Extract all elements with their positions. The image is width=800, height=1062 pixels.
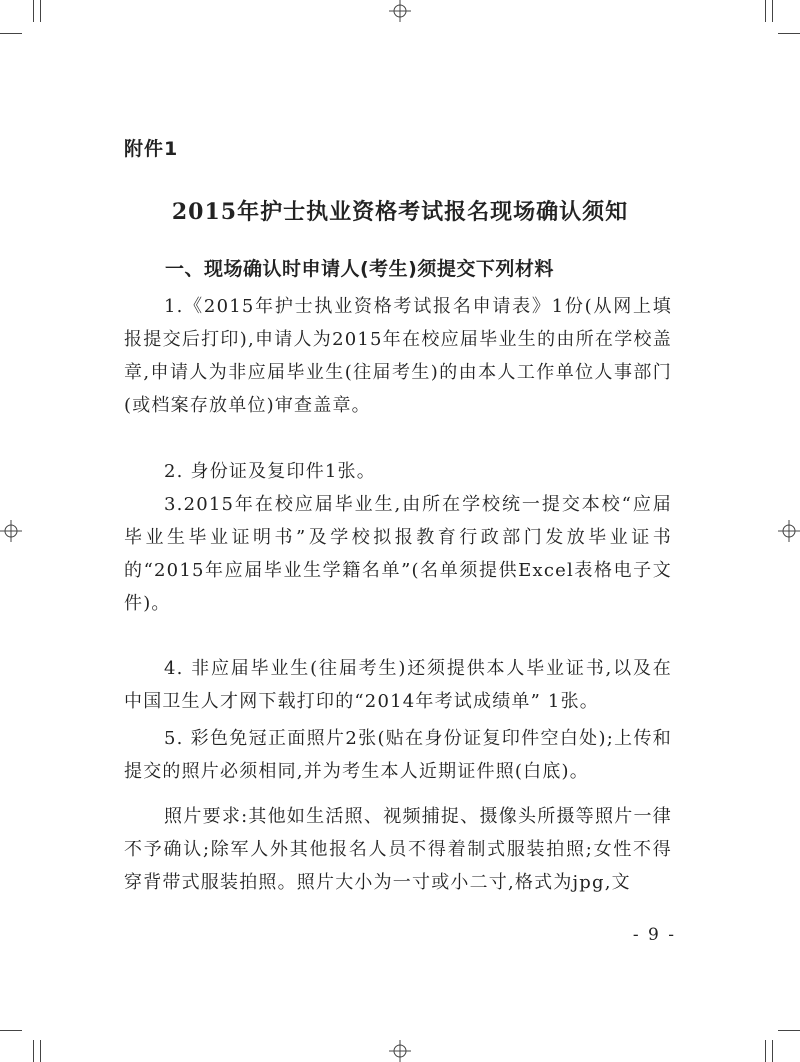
crop-mark-top-right-v2 — [772, 0, 773, 22]
registration-mark-bottom-icon — [389, 1040, 411, 1062]
crop-mark-bottom-right-v2 — [772, 1040, 773, 1062]
page-number: - 9 - — [632, 925, 676, 945]
photo-requirements-paragraph: 照片要求:其他如生活照、视频捕捉、摄像头所摄等照片一律不予确认;除军人外其他报名人员不得着制式服装拍照;女性不得穿背带式服装拍照。照片大小为一寸或小二寸,格式为jpg,文 — [124, 806, 672, 893]
document-title: 2015年护士执业资格考试报名现场确认须知 — [171, 199, 629, 225]
crop-mark-top-left-v — [33, 0, 34, 22]
item-5-paragraph: 5. 彩色免冠正面照片2张(贴在身份证复印件空白处);上传和提交的照片必须相同,并为考生本人近期证件照(白底)。 — [124, 728, 672, 782]
attachment-label: 附件1 — [124, 138, 179, 160]
crop-mark-bottom-left-h — [0, 1030, 22, 1031]
item-3-paragraph: 3.2015年在校应届毕业生,由所在学校统一提交本校“应届毕业生毕业证明书”及学校拟报教育行政部门发放毕业证书的“2015年应届毕业生学籍名单”(名单须提供Excel表格电子文件)。 — [124, 494, 672, 614]
item-2-paragraph: 2. 身份证及复印件1张。 — [164, 461, 376, 482]
crop-mark-top-left-v2 — [40, 0, 41, 22]
registration-mark-left-icon — [0, 520, 22, 542]
crop-mark-bottom-right-h — [778, 1030, 800, 1031]
crop-mark-bottom-right-v — [765, 1040, 766, 1062]
registration-mark-top-icon — [389, 0, 411, 22]
crop-mark-top-left-h — [0, 33, 22, 34]
item-4-paragraph: 4. 非应届毕业生(往届考生)还须提供本人毕业证书,以及在中国卫生人才网下载打印的“2014年考试成绩单” 1张。 — [124, 658, 672, 712]
section-heading-materials: 一、现场确认时申请人(考生)须提交下列材料 — [165, 258, 554, 280]
registration-mark-right-icon — [778, 520, 800, 542]
crop-mark-bottom-left-v2 — [40, 1040, 41, 1062]
crop-mark-bottom-left-v — [33, 1040, 34, 1062]
crop-mark-top-right-h — [778, 33, 800, 34]
item-1-paragraph: 1.《2015年护士执业资格考试报名申请表》1份(从网上填报提交后打印),申请人为2015年在校应届毕业生的由所在学校盖章,申请人为非应届毕业生(往届考生)的由本人工作单位人事部门(或档案存放单位)审查盖章。 — [124, 296, 672, 416]
crop-mark-top-right-v — [765, 0, 766, 22]
